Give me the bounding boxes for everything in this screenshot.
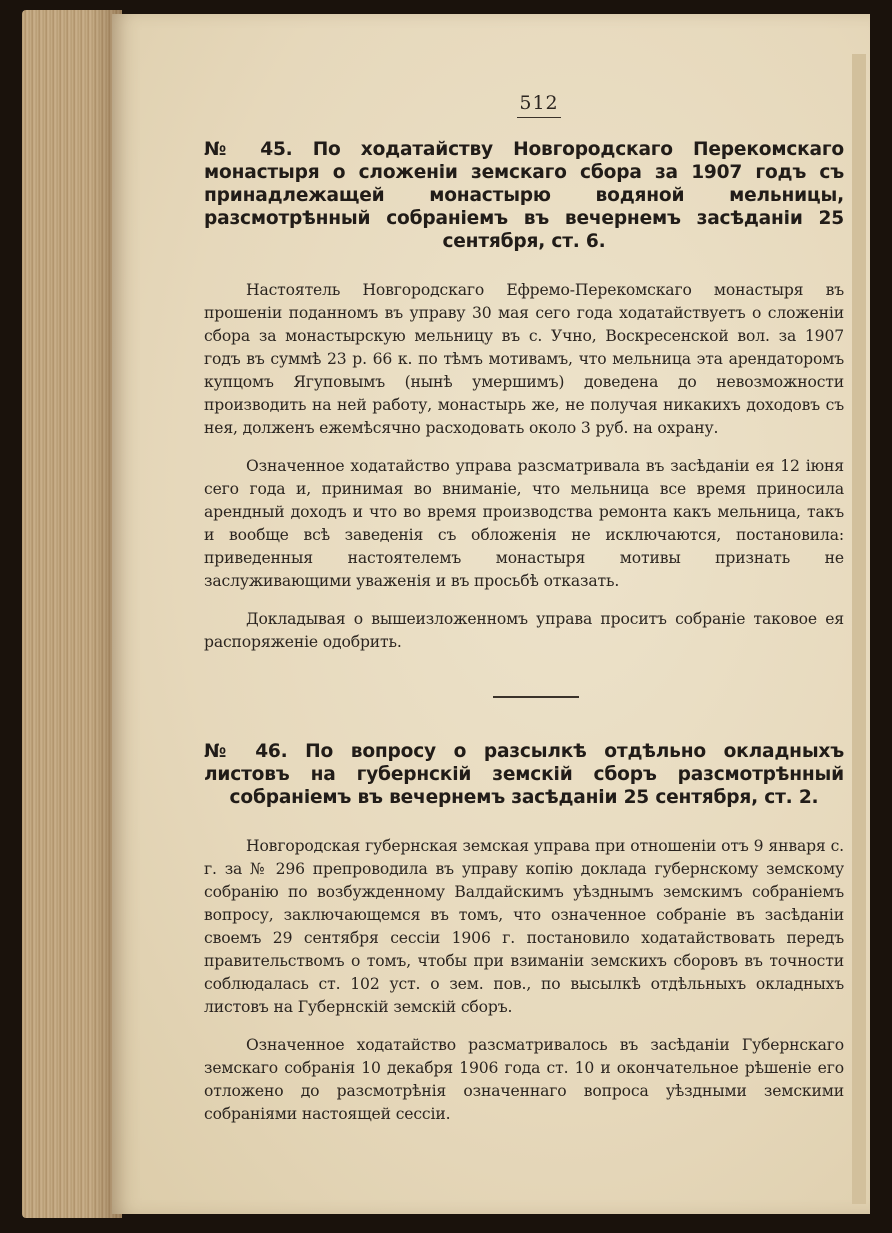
section-46-heading: № 46. По вопросу о разсылкѣ отдѣльно окладныхъ листовъ на губернскiй земскiй сборъ разсмотрѣнный собранiемъ въ вечернемъ засѣданiи 25 сентября, ст. 2. [204,741,844,808]
section-45-paragraph-2: Означенное ходатайство управа разсматривала въ засѣданiи ея 12 iюня сего года и, принимая во вниманiе, что мельница все время приносила арендный доходъ и что во время производства ремонта какъ мельница, такъ и вообще всѣ заведенiя съ обложенiя не исключаются, постановила: приведенныя настоятелемъ монастыря мотивы признать не заслуживающими уваженiя и въ просьбѣ отказать. [204,457,844,590]
section-45-heading: № 45. По ходатайству Новгородскаго Перекомскаго монастыря о сложенiи земскаго сбора за 1907 годъ съ принадлежащей монастырю водяной мельницы, разсмотрѣнный собранiемъ въ вечернемъ засѣданiи 25 сентября, ст. 6. [204,139,844,252]
section-45-paragraph-1: Настоятель Новгородскаго Ефремо-Перекомскаго монастыря въ прошенiи поданномъ въ управу 30 мая сего года ходатайствуетъ о сложенiи сбора за монастырскую мельницу въ с. Учно, Воскресенской вол. за 1907 годъ въ суммѣ 23 р. 66 к. по тѣмъ мотивамъ, что мельница эта арендаторомъ купцомъ Ягуповымъ (нынѣ умершимъ) доведена до невозможности производить на ней работу, монастырь же, не получая никакихъ доходовъ съ нея, долженъ ежемѣсячно расходовать около 3 руб. на охрану. [204,281,844,437]
page-number-underline [517,117,561,118]
book-page-edges [22,10,122,1218]
section-divider [493,696,579,698]
next-page-edge [852,54,866,1204]
book-page [112,14,870,1214]
section-45-paragraph-3: Докладывая о вышеизложенномъ управа проситъ собранiе таковое ея распоряженiе одобрить. [204,610,844,651]
section-46-paragraph-1: Новгородская губернская земская управа при отношенiи отъ 9 января с. г. за № 296 препроводила въ управу копiю доклада губернскому земскому собранiю по возбужденному Валдайскимъ уѣзднымъ земскимъ собранiемъ вопросу, заключающемся въ томъ, что означенное собранiе въ засѣданiи своемъ 29 сентября сессiи 1906 г. постановило ходатайствовать передъ правительствомъ о томъ, чтобы при взиманiи земскихъ сборовъ въ точности соблюдалась ст. 102 уст. о зем. пов., по высылкѣ отдѣльныхъ окладныхъ листовъ на Губернскiй земскiй сборъ. [204,837,844,1016]
page-content [204,92,844,1126]
page-number: 512 [519,92,559,114]
section-46-paragraph-2: Означенное ходатайство разсматривалось въ засѣданiи Губернскаго земскаго собранiя 10 декабря 1906 года ст. 10 и окончательное рѣшенiе его отложено до разсмотрѣнiя означеннаго вопроса уѣздными земскими собранiями настоящей сессiи. [204,1036,844,1123]
